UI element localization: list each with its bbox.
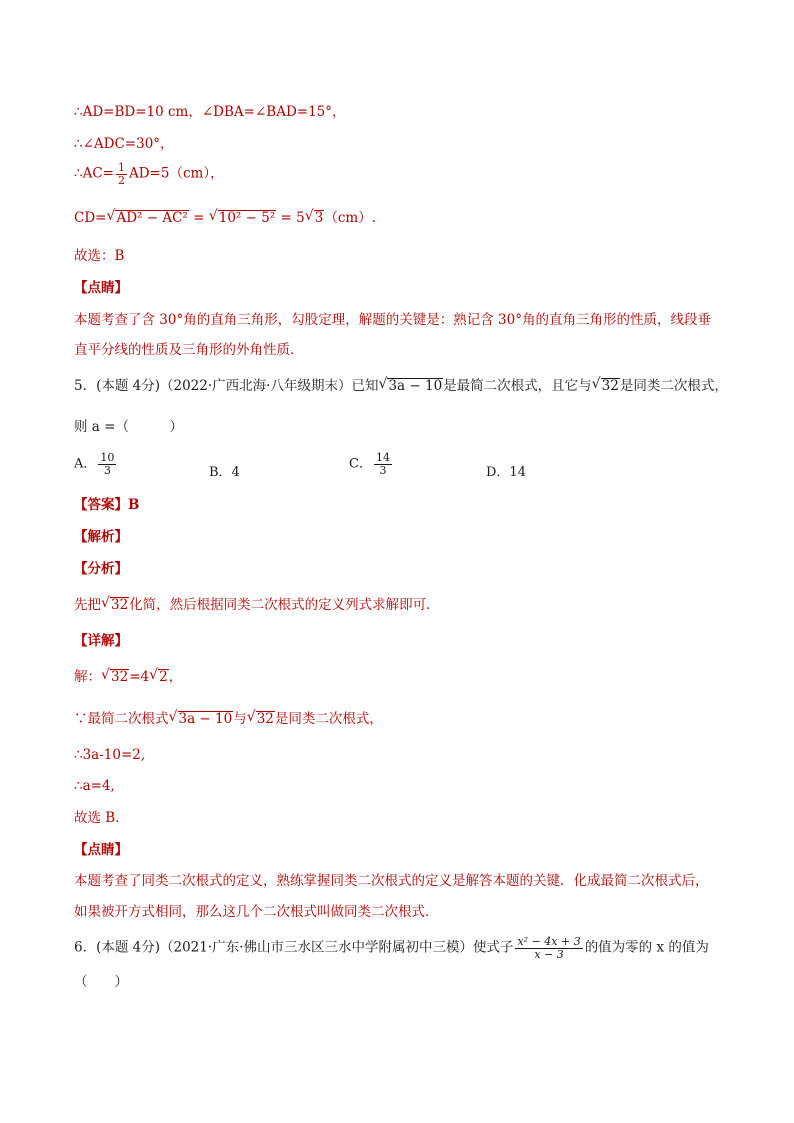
- detail-line-3: ∴3a-10=2,: [74, 747, 146, 763]
- detail-label: 【详解】: [74, 633, 128, 649]
- sqrt: [210, 210, 277, 227]
- q5-stem-line-2: 则 a =（ ）: [74, 419, 183, 435]
- analysis-label: 【解析】: [74, 529, 128, 545]
- fraction: [116, 162, 127, 186]
- radicand: 32: [256, 711, 274, 727]
- answer-line: 【答案】B: [74, 497, 140, 513]
- sqrt: [107, 210, 188, 227]
- solution-line-1: ∴AD=BD=10 cm，∠DBA=∠BAD=15°，: [74, 104, 346, 120]
- radicand: 3: [314, 210, 324, 226]
- tip-q5-line-2: 如果被开方式相同，那么这几个二次根式叫做同类二次根式．: [74, 904, 439, 920]
- text: 化简，然后根据同类二次根式的定义列式求解即可．: [129, 597, 440, 613]
- sqrt: [593, 378, 620, 395]
- detail-line-1: [74, 669, 182, 686]
- radicand: 3a − 10: [178, 711, 233, 727]
- fraction: [515, 936, 582, 960]
- text: ∵最简二次根式: [74, 711, 169, 727]
- text: 先把: [74, 597, 101, 613]
- text: =: [188, 210, 209, 226]
- fenxi-label: 【分析】: [74, 561, 128, 577]
- q5-stem-line-1: [74, 378, 728, 395]
- text: =4: [129, 669, 150, 685]
- tip-line-2: 直平分线的性质及三角形的外角性质．: [74, 342, 304, 358]
- text: 的值为零的 x 的值为: [584, 939, 709, 956]
- text: ，: [168, 669, 183, 685]
- text: 是同类二次根式，: [274, 711, 383, 727]
- fraction: [98, 452, 116, 476]
- radicand: AD² − AC²: [116, 210, 188, 226]
- detail-line-2: [74, 711, 383, 728]
- sqrt: [102, 669, 129, 686]
- sqrt: [379, 378, 443, 395]
- tip-label-q5: 【点睛】: [74, 842, 128, 858]
- tip-q5-line-1: 本题考查了同类二次根式的定义，熟练掌握同类二次根式的定义是解答本题的关键．化成最简二次根式后，: [74, 873, 709, 889]
- text: 与: [233, 711, 247, 727]
- solution-line-4: [74, 210, 376, 227]
- text: （cm）.: [324, 210, 376, 226]
- text: AD=5（cm），: [128, 165, 224, 182]
- denominator: x − 3: [534, 947, 564, 961]
- text: CD=: [74, 210, 107, 226]
- denominator: 2: [117, 173, 125, 187]
- text: = 5: [276, 210, 305, 226]
- radicand: 32: [111, 669, 129, 685]
- numerator: 10: [100, 451, 115, 464]
- detail-line-4: ∴a=4,: [74, 778, 115, 794]
- denominator: 3: [379, 463, 387, 477]
- sqrt: [102, 597, 129, 614]
- sqrt: [150, 669, 169, 686]
- radicand: 32: [601, 378, 619, 394]
- q6-stem-line-1: [74, 936, 709, 960]
- numerator: 1: [117, 161, 125, 174]
- text: ∴AC=: [74, 165, 114, 182]
- numerator: x² − 4x + 3: [517, 935, 581, 948]
- text: A．: [74, 456, 97, 472]
- text: 是同类二次根式，: [619, 378, 728, 394]
- solution-line-2: ∴∠ADC=30°，: [74, 136, 174, 152]
- fraction: [374, 452, 392, 476]
- radicand: 32: [111, 597, 129, 613]
- text: C．: [349, 456, 372, 472]
- text: 5．(本题 4分)（2022·广西北海·八年级期末）已知: [74, 378, 379, 394]
- text: 解：: [74, 669, 101, 685]
- option-d: D．14: [486, 465, 526, 480]
- denominator: 3: [103, 463, 111, 477]
- tip-line-1: 本题考查了含 30°角的直角三角形，勾股定理，解题的关键是：熟记含 30°角的直角三角形的性质，线段垂: [74, 312, 711, 328]
- solution-line-3: [74, 162, 224, 186]
- radicand: 2: [159, 669, 168, 685]
- tip-label: 【点睛】: [74, 280, 128, 296]
- numerator: 14: [375, 451, 390, 464]
- radicand: 10² − 5²: [218, 210, 276, 226]
- q6-stem-line-2: （ ）: [74, 974, 128, 990]
- sqrt: [170, 711, 234, 728]
- option-b: B．4: [209, 465, 240, 480]
- option-a: [74, 452, 118, 476]
- option-c: [349, 452, 394, 476]
- sqrt: [306, 210, 325, 227]
- text: 是最简二次根式，且它与: [443, 378, 592, 394]
- radicand: 3a − 10: [388, 378, 443, 394]
- detail-line-5: 故选 B．: [74, 810, 129, 826]
- text: 6．(本题 4分)（2021·广东·佛山市三水区三水中学附属初中三模）使式子: [74, 939, 514, 956]
- sqrt: [248, 711, 275, 728]
- fenxi-line: [74, 597, 440, 614]
- choice-line: 故选：B: [74, 248, 125, 264]
